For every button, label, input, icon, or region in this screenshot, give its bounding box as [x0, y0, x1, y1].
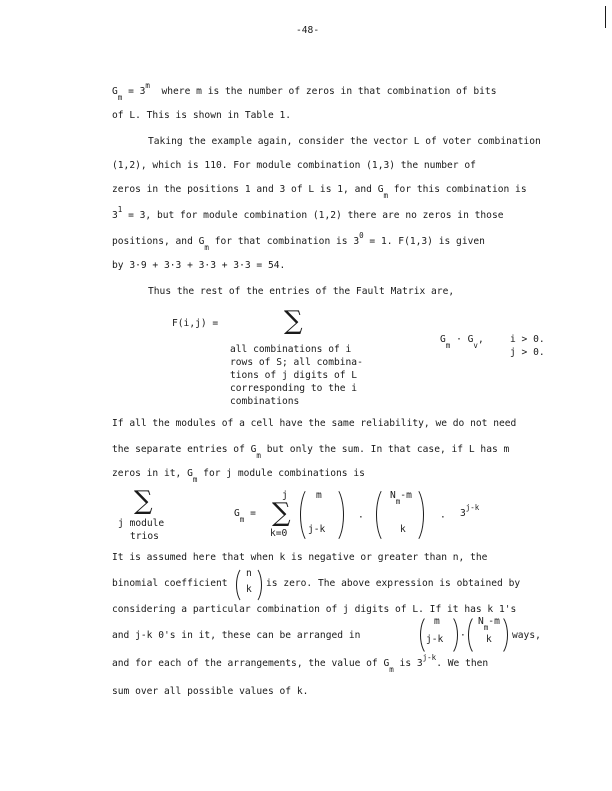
formula1-cond1: all combinations of i [230, 344, 352, 355]
page-edge-mark [605, 6, 606, 28]
para3-line-4a: and j-k 0's in it, these can be arranged in [112, 630, 361, 641]
para3-binom-top: n [246, 568, 252, 579]
formula2-gm: $G_m$ = [234, 508, 256, 524]
formula2-dot: · [358, 512, 364, 523]
formula2-b2-top: $N_m-m$ [390, 490, 412, 506]
formula2-power: 3$^{j-k}$ [460, 503, 480, 519]
para3-b1-top: m [434, 616, 440, 627]
formula2-lower: k=0 [270, 528, 288, 539]
line-7: positions, and $G_m$ for that combination is $3^0 = 1$. F(1,3) is given [112, 231, 485, 252]
para3-b2-right-paren [488, 614, 508, 656]
line-1: $G_m = 3^m$ where m is the number of zeros in that combination of bits [112, 81, 497, 102]
formula1-cond2: rows of S; all combina- [230, 357, 363, 368]
para3-line-3: considering a particular combination of j digits of L. If it has k 1's [112, 604, 517, 615]
line-2: of L. This is shown in Table 1. [112, 110, 292, 121]
para3-line-4b: ways, [512, 630, 541, 641]
para3-b1-right-paren [438, 614, 458, 656]
para3-line-6: sum over all possible values of k. [112, 686, 309, 697]
formula2-b1-bottom: j-k [308, 524, 326, 535]
para3-b2-bottom: k [486, 634, 492, 645]
line-9: Thus the rest of the entries of the Fault Matrix are, [148, 286, 455, 297]
formula2-dot2: · [440, 512, 446, 523]
formula1-product: $G_m \cdot G_v$, [440, 334, 484, 350]
formula2-b2-bottom: k [400, 524, 406, 535]
formula2-b1-top: m [316, 490, 322, 501]
para3-binom-right-paren [244, 566, 262, 604]
line-8: by 3·9 + 3·3 + 3·3 + 3·3 = 54. [112, 260, 286, 271]
formula1-cond5: combinations [230, 396, 300, 407]
para2-line-1: If all the modules of a cell have the same reliability, we do not need [112, 418, 517, 429]
formula2-sigma: ∑ [272, 498, 291, 528]
line-4: (1,2), which is 110. For module combination (1,3) the number of [112, 160, 476, 171]
formula1-lhs: F(i,j) = [172, 318, 219, 329]
page-number: -48- [296, 25, 320, 36]
para3-b2-top: $N_m-m$ [478, 616, 500, 632]
line-6: $3^1 = 3$, but for module combination (1,2) there are no zeros in those [112, 205, 504, 221]
formula1-cond-i: i > 0. [510, 334, 545, 345]
para3-b1-bottom: j-k [426, 634, 444, 645]
para3-line-5: and for each of the arrangements, the value of $G_m$ is 3$^{j-k}$. We then [112, 653, 489, 674]
formula2-b2-right-paren [402, 486, 424, 544]
line-3: Taking the example again, consider the vector L of voter combination [148, 136, 541, 147]
formula2-b1-right-paren [322, 486, 344, 544]
para2-line-2: the separate entries of $G_m$ but only the sum. In that case, if L has m [112, 444, 510, 460]
formula2-under-1: j module [118, 518, 165, 529]
para2-line-3: zeros in it, $G_m$ for j module combinations is [112, 468, 365, 484]
formula2-under-2: trios [130, 531, 159, 542]
formula2-upper: j [282, 490, 288, 501]
formula1-cond-j: j > 0. [510, 347, 545, 358]
para3-dot: · [460, 630, 466, 641]
formula2-left-sigma: ∑ [134, 486, 153, 516]
formula1-sigma: ∑ [284, 306, 303, 336]
para3-binom-bottom: k [246, 584, 252, 595]
para3-line-1: It is assumed here that when k is negative or greater than n, the [112, 552, 488, 563]
para3-line-2b: is zero. The above expression is obtained by [266, 578, 521, 589]
formula1-cond3: tions of j digits of L [230, 370, 358, 381]
para3-line-2a: binomial coefficient [112, 578, 228, 589]
formula1-cond4: corresponding to the i [230, 383, 358, 394]
line-5: zeros in the positions 1 and 3 of L is 1, and $G_m$ for this combination is [112, 184, 527, 200]
